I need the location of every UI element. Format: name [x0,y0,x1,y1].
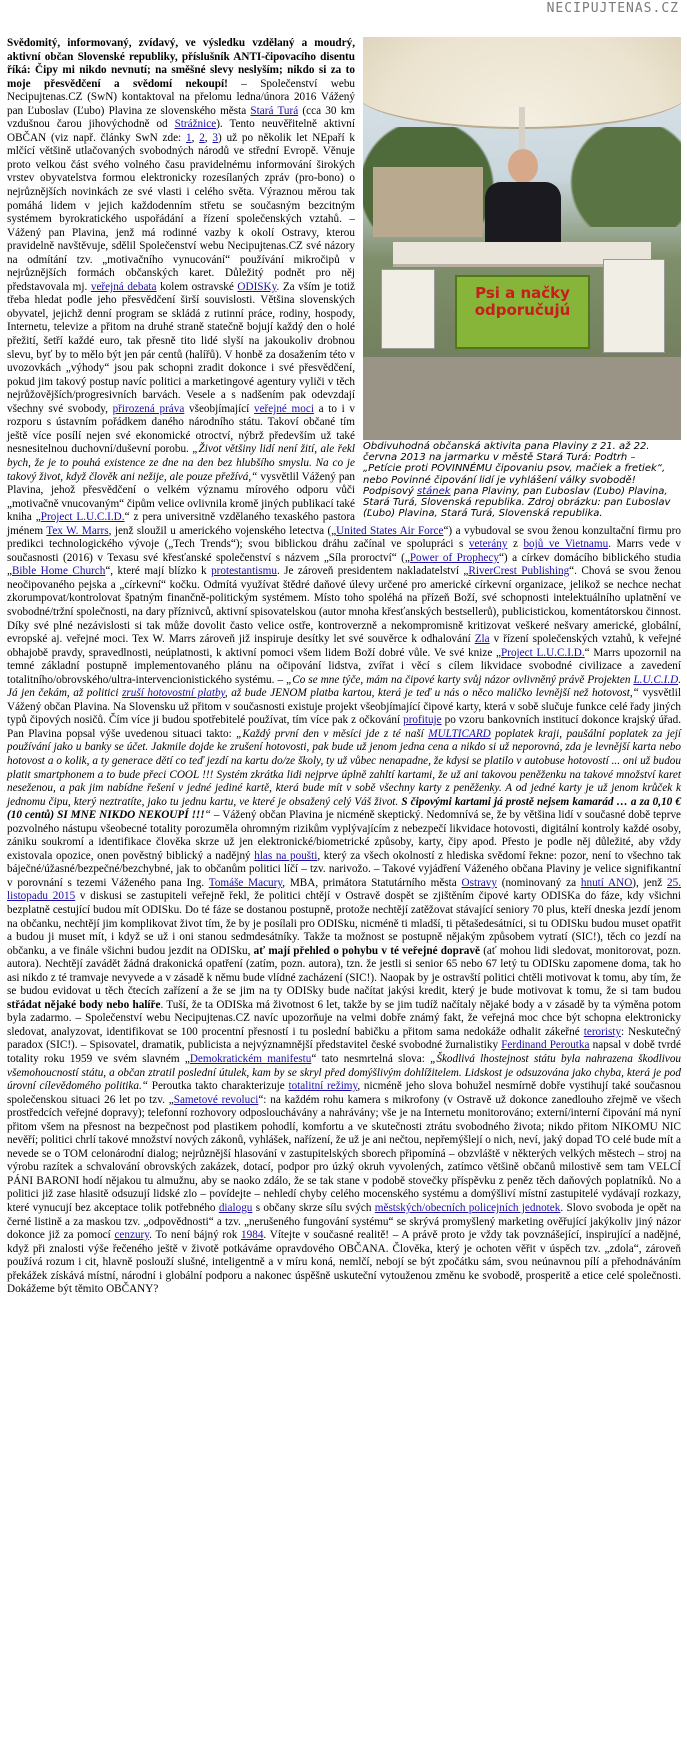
link-ostravy[interactable]: Ostravy [461,876,497,889]
link-hnuti-ano[interactable]: hnutí ANO [580,876,633,889]
link-1984[interactable]: 1984 [241,1229,264,1242]
link-dialogu[interactable]: dialogu [218,1202,253,1215]
ground [363,357,681,440]
building-shape [373,167,483,237]
link-cenzury[interactable]: cenzury [114,1229,150,1242]
link-bible-home-church[interactable]: Bible Home Church [11,565,106,578]
link-rivercrest[interactable]: RiverCrest Publishing [468,565,570,578]
link-tomas-macura[interactable]: Tomáše Macury [208,876,283,889]
link-hlas-na-pousti[interactable]: hlas na poušti [254,849,318,862]
link-verejna-debata[interactable]: veřejná debata [90,280,157,293]
link-verejne-moci[interactable]: veřejné moci [253,402,314,415]
link-teroristy[interactable]: teroristy [583,1025,622,1038]
quote-2c: , až bude JENOM platba kartou, která je teď u nás o něco maličko levnější než hotovost,“ [224,687,639,700]
link-prirozena-prava[interactable]: přirozená práva [112,402,185,415]
link-mestskych-policii[interactable]: městských/obecních policejních jednotek [374,1202,561,1215]
quote-1: „Život většiny lidí není žití, ale řekl bych, že je to pouhá existence ze dne na den bez hlubšího smyslu. Na co je takový život, když člověk ani nežije, ale pouze přežívá,“ [7,443,356,483]
link-article-1[interactable]: 1 [185,131,192,144]
article-body: Psi a načky odporučujú Obdivuhodná občanská aktivita pana Plaviny z 21. až 22. června 2013 na jarmarku v městě Stará Turá: Podtrh – „Petície proti POVINNÉMU čipovaniu psov, mačiek a fretiek“, nebo Povinné čipování lidí je vyhlášení války svobodě! Podpisový stánek pana Plaviny, pan Ľuboslav (Ľubo) Plavina, Stará Turá, Slovenská republika. Zdroj obrázku: pan Ľuboslav (Ľubo) Plavina, Stará Turá, Slovenská republika. Svědomitý, informovaný, zvídavý, ve výsledku vzdělaný a moudrý, aktivní občan Slovenské republiky, příslušník ANTI-čipovacího disentu říká: Čipy mi nikdo nevnutí; na směšné slevy neslyším; nikdo si za to moje přesvědčení a svědomí nekoupí! – Společenství webu Necipujtenas.CZ (SwN) kontaktoval na přelomu ledna/února 2016 Vážený pan Ľuboslav (Ľubo) Plavina ze slovenského města Stará Turá (cca 30 km vzdušnou čarou jihovýchodně od Strážnice). Tento neuvěřitelně aktivní OBČAN (viz např. články SwN zde: 1, 2, 3) už po několik let NEpaří k mlčící většině utlačovaných svobodných národů ve střední Evropě. Věnuje proto velkou část svého volného času pravidelnému informování širokých vrstev obyvatelstva formou elektronicky rozesílaných zpráv (pro-bono) o nejrůznějších novinkách ze své vlasti i celého světa. Výraznou měrou tak pomáhá lidem v jejich každodenním střetu se současným bezcitným systémem byrokratického uspořádání a řízení společenských vztahů. – Vážený pan Plavina, jenž má rodinné vazby k okolí Ostravy, kterou pravidelně navštěvuje, sdělil Společenství webu Necipujtenas.CZ své názory na odmítání tzv. „motivačního vynucování“ používání mikročipů v nejrůznějších formách občanských karet. Důležitý podnět pro něj představovala mj. veřejná debata kolem ostravské ODISKy. Za vším je totiž třeba hledat podle jeho přesvědčení širší souvislosti. Většina slovenských obyvatel, jejichž denní program se skládá z rutinní práce, rodiny, hospody, Internetu, televize a přitom na druhé straně statečně bojují každý den o holé přežití, šetří každé euro, tak přesně tito lidé slyší na jakoukoliv drobnou slevu, byť by to mělo být jen pár centů (halířů). V honbě za dosažením této v uvozovkách „výhody“ jsou pak schopni zradit dokonce i své přesvědčení, pokud jim takový postup navíc politici a marketingové agentury vyliči v těch nejrůžovějších/progresivních barvách. Vesele a s nadšením pak odevzdají všechny své svobody, přirozená práva všeobjímající veřejné moci a to i v rozporu s ústavním pořádkem daného národního státu. Takoví občané tím ještě více posílí nejen své ekonomické otroctví, nýbrž především už také nesnesitelnou duchovní/duševní porobu. „Život většiny lidí není žití, ale řekl bych, že je to pouhá existence ze dne na den bez hlubšího smyslu. Na co je takový život, když člověk ani nežije, ale pouze přežívá,“ vysvětlil Vážený pan Plavina, jehož přesvědčení o velkém významu mírového odporu vůči „motivačně vnucovaným“ čipům velice ovlivnila kromě jiných publikací také kniha „Project L.U.C.I.D.“ z pera universitně vzdělaného texaského pastora jménem Tex W. Marrs, jenž sloužil u amerického vojenského letectva („United States Air Force“) a vybudoval se svou ženou konzultační firmu pro predikci technologického vývoje („Tech Trends“); svou biblickou dráhu začínal ve spolupráci s veterány z bojů ve Vietnamu. Marrs vede v současnosti (2016) v Texasu své křesťanské společenství s názvem „Síla proroctví“ („Power of Prophecy“) a církev domácího biblického studia „Bible Home Church“, které mají blízko k protestantismu. Je zároveň presidentem nakladatelství „RiverCrest Publishing“. Chová se svou ženou neočipovaného pejska a „církevní“ kočku. Odmítá využívat štědré daňové úlevy určené pro americké církevní organizace, jelikož se nechce nechat zkorumpovat/kontrolovat špatným finančně-politickým systémem. Místo toho spoléhá na přízeň Boží, své schopnosti intelektuálního uplatnění ve svobodné/tržní společnosti, na dary příznivců, aktivní spisovatelskou (autor mnoha křesťanských bestsellerů), publicistickou, komentátorskou činnost. Díky své plné nezávislosti si tak může dovolit často velice ostře, kontroverzně a nekompromisně kritizovat veškeré nešvary americké, globální, evropské aj. veřejné moci. Tex W. Marrs zároveň již inspiruje desítky let své souvěrce k odhalování Zla v řízení společenských vztahů, k veřejné obhajobě pravdy, spravedlnosti, neúplatnosti, k aktivní pomoci všem lidem Boží dobré vůle. Ve své knize „Project L.U.C.I.D.“ Marrs upozornil na temné základní postupně implementovaného plánu na očipování lidstva, zvířat i věcí s cílem likvidace svobodné civilizace a zavedení totalitního/obrovského/ultra-intervencionistického systému. – „Co se mne týče, mám na čipové karty svůj názor ovlivněný právě Projekten L.U.C.I.D. Já jen čekám, až politici zruší hotovostní platby, až bude JENOM platba kartou, která je teď u nás o něco maličko levnější než hotovost,“ vysvětlil Vážený občan Plavina. Na Slovensku už přitom v současnosti existuje projekt všeobjímající čipové karty, která v sobě slučuje funkce celé řady jiných typů čipových nosičů. Čím více ji budou spotřebitelé používat, tím více pak z očkování profituje po vzoru bankovních institucí dokonce krajský úřad. Pan Plavina popsal výše uvedenou situaci takto: „Každý první den v měsíci jde z té naší MULTICARD poplatek kraji, paušální poplatek za její používání jako u banky se účet. Jakmile dojde ke zrušení hotovosti, pak bude už jenom jedna cena a nikdo si už neporovná, zda je levnější karta nebo hotovost a o kolik, a ty generace dětí co teď jezdí na kartu do/ze školy, ty už vůbec nenapadne, že kdysi se platilo v autobuse hotovostí ... oni už budou platit smartphonem a to bude přeci COOL !!! Systém zkrátka lidi nejprve úplně zahltí kartami, že už ani takovou peněženku na takové množství karet neseženou, a pak jim nabídne řešení v jedné jediné kartě, která bude mít v sobě všechny karty z peněženky. A od jedné karty je už jenom krůček k jednomu čipu, který neztratíte, jako tu jednu kartu, ve které je obsažený celý Váš život. S čipovými kartami já prostě nejsem kamarád … a za 0,10 € (10 centů) SI MNE NIKDO NEKOUPÍ !!!“ – Vážený občan Plavina je nicméně skeptický. Nedomnívá se, že by většina lidí v současné době teprve pozvolného nástupu všeobecné totality porozuměla ohromným rizikům vyplývajícím z nebezpečí likvidace hotovosti, digitální kontroly každé osoby, zániku soukromí a identifikace člověka skrze už jen elektronické/biometrické způsoby, karty, čipy apod. Přesto je podle něj důležité, aby vždy existovala opozice, onen pověstný biblický a nadějný hlas na poušti, který za všech okolností z hlediska svědomí řekne: pozor, není to všechno tak báječné/úžasné/bezpečné/bezchybné, jak to občanům politici líčí – tzv. narivožo. – Takové vyjádření Váženého občana Plaviny je velice signifikantní v porovnání s tezemi Váženého pana Ing. Tomáše Macury, MBA, primátora Statutárního města Ostravy (nominovaný za hnutí ANO), jenž 25. listopadu 2015 v diskusi se zastupiteli veřejně řekl, že politici chtějí v Ostravě dospět se zjištěním čipové karty ODISKa do fáze, kdy všichni bezplatně cestující budou mít ODISku. Do té fáze se dostanou postupně, protože nechtějí zatěžovat stávající seniory 70 plus, kteří dneska jezdí jenom na občanku, nechtějí jim komplikovat život tím, že by je posílali pro ODISku, nicméně ti mladší, ti pětašedesátníci, si tu ODISku budou muset opatřit a budou ji muset mít, i když se už i oni stanou sedmdesátníky. Takže ta možnost se postupně nějakým způsobem vytratí (SIC!), těch co jezdí na občanku, a ve finále všichni budou jezdit na ODISku, ať mají přehled o pohybu v té veřejné dopravě (ať mohou lidi sledovat, monitorovat, pozn. autora). Nechtějí zavádět žádná drakonická opatření (zatím, pozn. autora), tzn. že jestli si senior 65 nebo 67 letý tu ODISku zapomene doma, tak ho asi nikdo z té tramvaje nevyvede a v zásadě k němu bude vlídné zacházení (SIC!). Naopak by je ostravští politici chtěli motivovat k tomu, aby tím, že se budou evidovat u těch čtecích zařízení a že se jim na ty ODISky bude načítat jakýsi kredit, který je bude motivovat k tomu, že si tam budou střádat nějaké body nebo halíře. Tuší, že ta ODISka má životnost 6 let, takže by se jim tudíž načítaly nějaké body a v zásadě by ta výměna potom byla zadarmo. – Společenství webu Necipujtenas.CZ navíc upozorňuje na velmi dobře známý fakt, že veřejná moc chce být schopna elektronicky sledovat, analyzovat, identifikovat se 100 procentní přesností i tu poslední babičku a přitom sama nedokáže odhalit zákeřné teroristy: Neskutečný paradox (SIC!). – Spisovatel, dramatik, publicista a nejvýznamnější představitel české svobodné žurnalistiky Ferdinand Peroutka napsal v době tvrdé totality roku 1959 ve svém slavném „Demokratickém manifestu“ tato nesmrtelná slova: „Škodlivá lhostejnost státu byla nahrazena škodlivou všemohoucností státu, a občan ztratil poslední útulek, kam by se skryl před domýšlivým dohlížitelem. Lidskost je odsuzována jako chyba, která je pod úrovní cílevědomého politika.“ Peroutka takto charakterizuje totalitní režimy, nicméně jeho slova bohužel nesmírně dobře vystihují také současnou společenskou situaci 26 let po tzv. „Sametové revoluci“: na každém rohu kamera s mikrofony (v Ostravě už dokonce zanedlouho zřejmě ve všech prostředcích veřejné dopravy); telefonní rozhovory odposlouchávány a nahrávány; vše je na Internetu monitorováno; externí/interní čipování má nyní přitom všem na přesnost na bezpečnost pod plastikem pohodlí, komfortu a ve skutečnosti ztrátu svobodného života; nikdo přitom NIKOMU NIC nevěří; politici chrlí takové množství nových zákonů, vyhlášek, nařízení, že už je ani nečtou, nepřemýšlejí o nich, neví, jaký dopad TO celé bude mít a nevede se o TOM celonárodní dialog; nejrůznější hlasování v zastupitelských sborech připomíná – obzvláště v některých velkých městech – stroj na výrobu razítek a schvalování obrovských zakázek, dotací, podpor pro úzký okruh vyvolených, zatímco většině občanů milostivě sem tam VELCÍ PÁNI BARONI hodí nějakou tu almužnu, aby se naoko zdálo, že se tak stane v podobě stovečky příspěvku z peněz těch daňových poplatníků. No a politici již zase hlasitě odsuzují lidské zlo – povídejte – nehledí chyby celého mocenského systému a domýšliví místní zastupitelé vydávají rozkazy, které vynucují bez akceptace tolik potřebného dialogu s občany skrze sílu svých městských/obecních policejních jednotek. Slovo svoboda je opět na černé listině a za maskou tzv. „odpovědnosti“ a tzv. „nerušeného fungování systému“ se skrývá promyšlený marketing ověřující jakýkoliv jiný názor dokonce již za pomocí cenzury. To není bájný rok 1984. Vítejte v současné realitě! – A právě proto je vždy tak povznášející, inspirující a nadějné, když při znalosti výše řečeného ještě v životě potkáváme opravdového OBČANA. Člověka, který je ochoten věřit v úspěch tzv. „zdola“, zároveň používá rozum i cit, hlavně poslouží slušné, inteligentně a v míru koná, nemlčí, nebojí se být zpočátku sám, svou neúnavnou pílí a přehodnáváním překážek získává místní, národní i globální podporu a nakonec úspěšně uskuteční vytouženou změnu ke svobodě, prosperitě a etice celé společnosti. Dokážeme být těmito OBČANY? [7,37,681,1297]
quote-2a: „Co se mne týče, mám na čipové karty svůj názor ovlivněný právě Projekten [286,673,634,686]
link-power-of-prophecy[interactable]: Power of Prophecy [409,551,499,564]
link-zla[interactable]: Zla [474,633,490,646]
bold-prehled: ať mají přehled o pohybu v té veřejné dopravě [253,944,480,957]
article-photo [363,37,681,440]
article-figure [363,37,681,519]
link-tex-marrs[interactable]: Tex W. Marrs [46,524,109,537]
link-manifest[interactable]: Demokratickém manifestu [189,1053,312,1066]
link-peroutka[interactable]: Ferdinand Peroutka [501,1039,590,1052]
quote-3b: poplatek kraji, paušální poplatek za její používání jako u banky se účet. Jakmile dojde ke zrušení hotovosti, pak bude už jenom jedna cena a nikdo si už neporovná, zda je levnější karta nebo hotovost a o kolik, a ty generace dětí co teď jezdí na kartu do/ze školy, ty už vůbec nenapadne, že kdysi se platilo v autobuse hotovostí ... oni už budou platit smartphonem a to bude přeci COOL !!! Systém zkrátka lidi nejprve úplně zahltí kartami, že už ani takovou peněženku na takové množství karet neseženou, a pak jim nabídne řešení v jedné jediné kartě, která bude mít v sobě všechny karty z peněženky. A od jedné karty je už jenom krůček k jednomu čipu, který neztratíte, jako tu jednu kartu, ve které je obsažený celý Váš život. [7,727,682,808]
caption-link[interactable]: stánek [416,485,451,497]
figure-caption: Obdivuhodná občanská aktivita pana Plaviny z 21. až 22. června 2013 na jarmarku v městě Stará Turá: Podtrh – „Petície proti POVINNÉMU čipovaniu psov, mačiek a fretiek“, nebo Povinné čipování lidí je vyhlášení války svobodě! Podpisový stánek pana Plaviny, pan Ľuboslav (Ľubo) Plavina, Stará Turá, Slovenská republika. Zdroj obrázku: pan Ľuboslav (Ľubo) Plavina, Stará Turá, Slovenská republika. [363,441,671,520]
lead-bold: Svědomitý, informovaný, zvídavý, ve výsledku vzdělaný a moudrý, aktivní občan Slovenské republiky, příslušník ANTI-čipovacího disentu říká: Čipy mi nikdo nevnutí; na směšné slevy neslyším; nikdo si za to moje přesvědčení a svědomí nekoupí! [7,37,355,90]
link-project-lucid[interactable]: Project L.U.C.I.D. [40,511,125,524]
link-sametove-revoluci[interactable]: Sametové revoluci [173,1093,259,1106]
link-article-3[interactable]: 3 [212,131,218,144]
quote-4: „Škodlivá lhostejnost státu byla nahrazena škodlivou všemohoucností státu, a občan ztratil poslední útulek, kam by se skryl před domýšlivým dohlížitelem. Lidskost je odsuzována jako chyba, která je pod úrovní cílevědomého politika.“ [7,1053,682,1093]
person-head [508,149,538,183]
link-straznice[interactable]: Strážnice [174,118,217,131]
quote-2b: . Já jen čekám, až politici [7,673,681,700]
quote-3a: „Každý první den v měsíci jde z té naší [236,727,429,740]
link-stara-tura[interactable]: Stará Turá [250,104,299,117]
bold-stradat: střádat nějaké body nebo halíře [7,998,161,1011]
link-25-listopadu[interactable]: 25. listopadu 2015 [7,876,682,903]
link-zrusi-hotovostni[interactable]: zruší hotovostní platby [122,687,225,700]
stall-sign: Psi a načky odporučujú [455,275,590,349]
link-article-2[interactable]: 2 [199,131,205,144]
quote-3c: “ [204,809,211,822]
link-boju-vietnam[interactable]: bojů ve Vietnamu [523,538,609,551]
link-lucid-italic[interactable]: L.U.C.I.D [633,673,679,686]
link-multicard[interactable]: MULTICARD [428,727,491,740]
site-logo[interactable]: NECIPUJTENAS.CZ [546,1,679,16]
banner-left [381,269,435,349]
link-totalitni-rezimy[interactable]: totalitní režimy [288,1080,358,1093]
link-veterany[interactable]: veterány [468,538,508,551]
link-project-lucid-2[interactable]: Project L.U.C.I.D. [501,646,585,659]
link-odisky[interactable]: ODISKy [237,280,277,293]
link-profituje[interactable]: profituje [403,714,442,727]
quote-3-bold: S čipovými kartami já prostě nejsem kamarád … a za 0,10 € (10 centů) SI MNE NIKDO NEKOUPÍ !!! [7,795,681,822]
link-protestantismu[interactable]: protestantismu [211,565,277,578]
link-usaf[interactable]: United States Air Force [336,524,444,537]
banner-right [603,259,665,353]
